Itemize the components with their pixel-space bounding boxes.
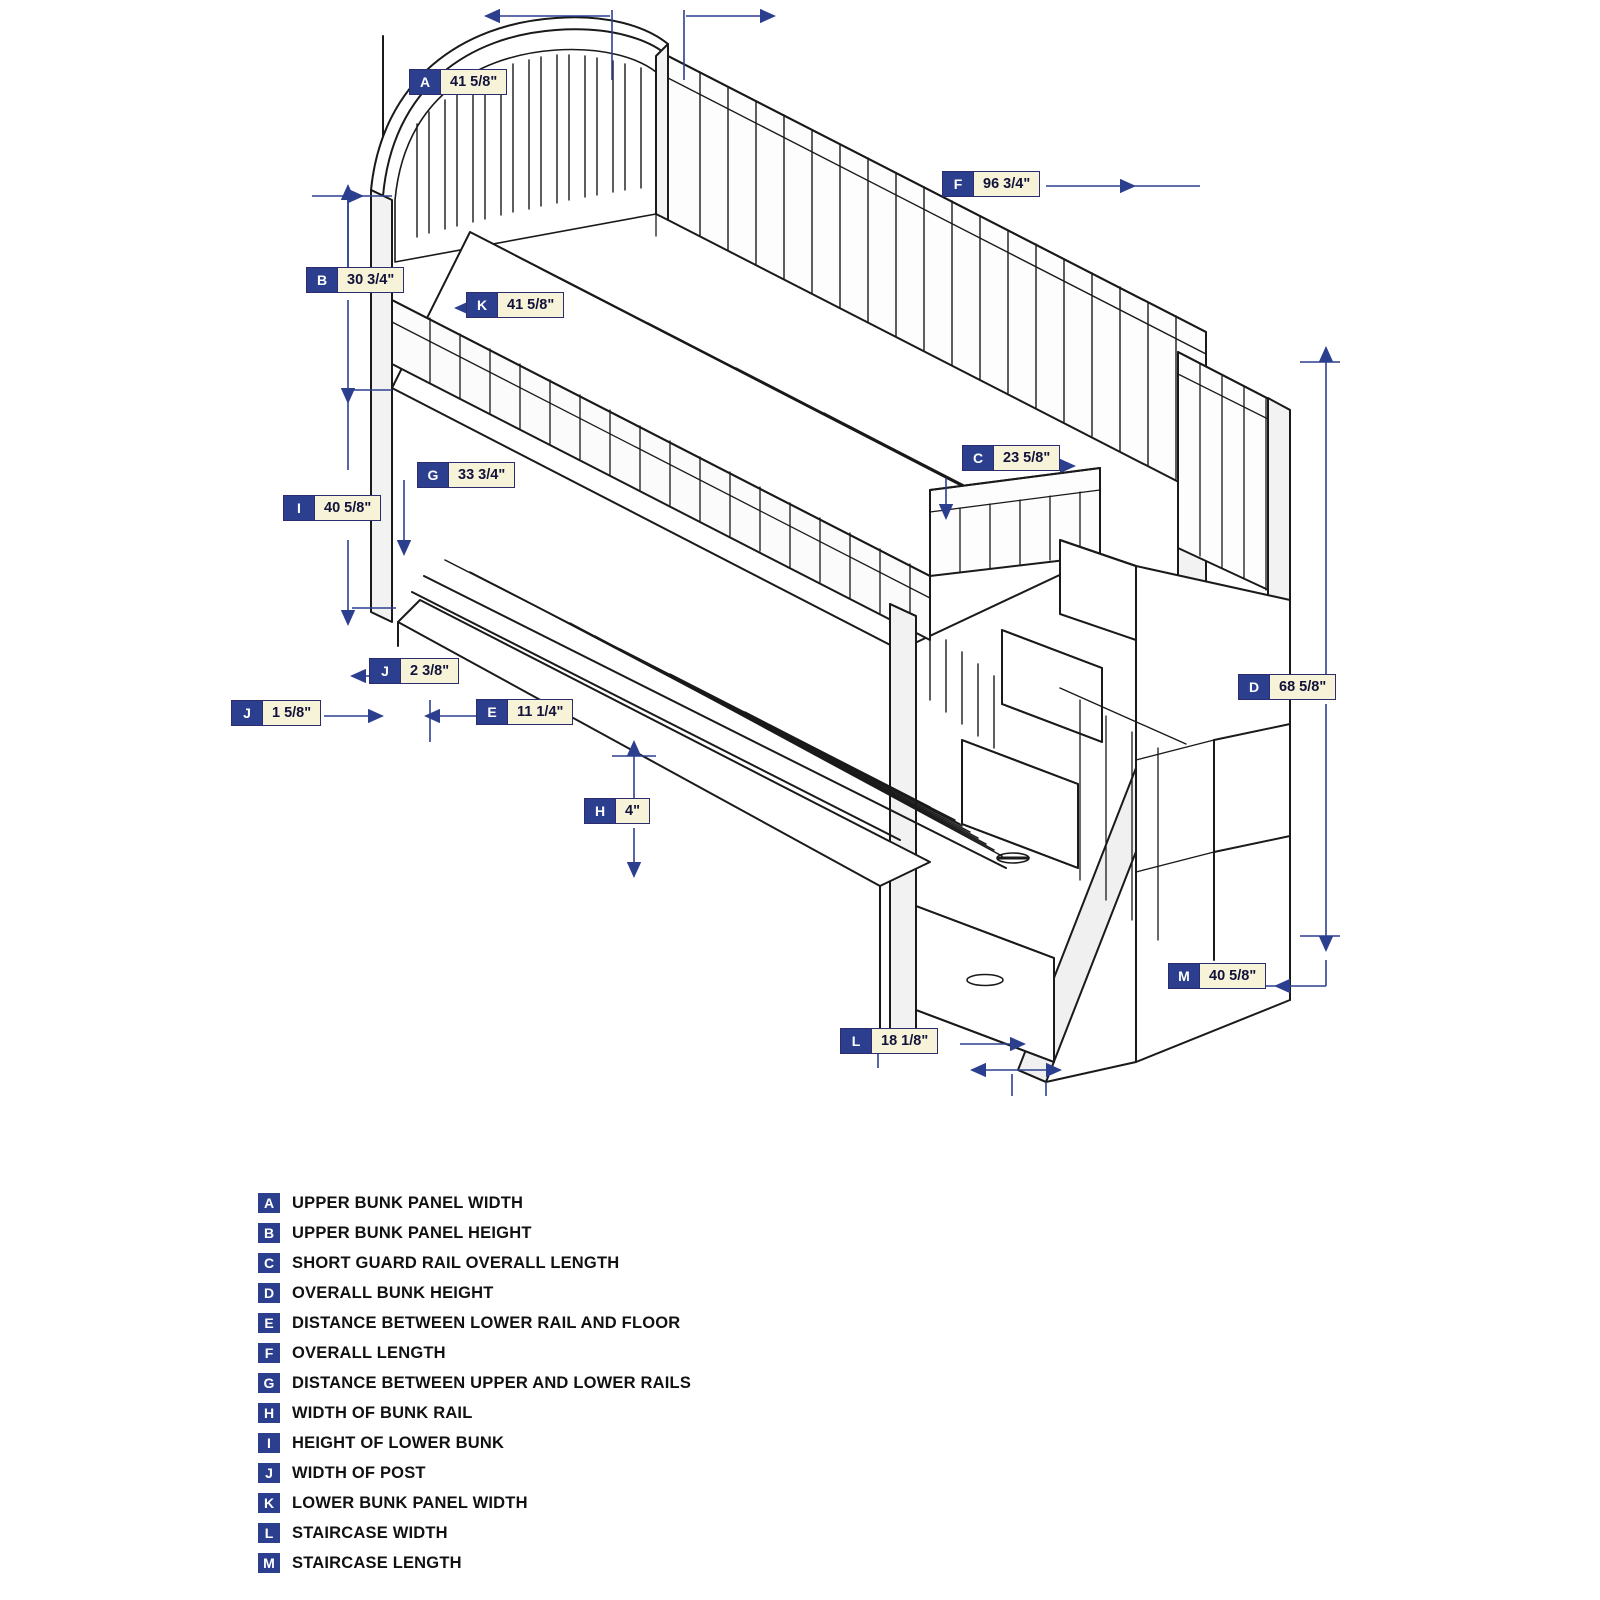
legend-row [258, 1488, 1158, 1518]
callout-value-G: 33 3/4" [458, 467, 506, 483]
legend-label-J: WIDTH OF POST [292, 1463, 426, 1482]
legend-row [258, 1458, 1158, 1488]
legend-key-A: A [258, 1193, 280, 1213]
callout-key-K: K [467, 293, 498, 317]
callout-value-H: 4" [625, 803, 640, 819]
callout-A [409, 69, 507, 95]
callout-key-F: F [943, 172, 974, 196]
legend-row [258, 1518, 1158, 1548]
legend-label-K: LOWER BUNK PANEL WIDTH [292, 1493, 528, 1512]
legend-key-J: J [258, 1463, 280, 1483]
legend-row [258, 1308, 1158, 1338]
legend-label-H: WIDTH OF BUNK RAIL [292, 1403, 473, 1422]
callout-J-upper [369, 658, 459, 684]
legend-row [258, 1368, 1158, 1398]
legend-label-L: STAIRCASE WIDTH [292, 1523, 448, 1542]
callout-value-F: 96 3/4" [983, 176, 1031, 192]
legend-label-A: UPPER BUNK PANEL WIDTH [292, 1193, 524, 1212]
dimension-legend [258, 1188, 1158, 1578]
callout-value-L: 18 1/8" [881, 1033, 929, 1049]
legend-label-I: HEIGHT OF LOWER BUNK [292, 1433, 505, 1452]
callout-key-A: A [410, 70, 441, 94]
legend-row [258, 1218, 1158, 1248]
callout-key-H: H [585, 799, 616, 823]
callout-D [1238, 674, 1336, 700]
legend-key-M: M [258, 1553, 280, 1573]
legend-label-E: DISTANCE BETWEEN LOWER RAIL AND FLOOR [292, 1313, 681, 1332]
legend-key-B: B [258, 1223, 280, 1243]
legend-label-B: UPPER BUNK PANEL HEIGHT [292, 1223, 532, 1242]
callout-key-B: B [307, 268, 338, 292]
callout-key-E: E [477, 700, 508, 724]
callout-key-C: C [963, 446, 994, 470]
legend-key-L: L [258, 1523, 280, 1543]
legend-row [258, 1248, 1158, 1278]
legend-row [258, 1188, 1158, 1218]
legend-row [258, 1428, 1158, 1458]
legend-label-C: SHORT GUARD RAIL OVERALL LENGTH [292, 1253, 620, 1272]
callout-B [306, 267, 404, 293]
legend-key-G: G [258, 1373, 280, 1393]
callout-key-G: G [418, 463, 449, 487]
legend-row [258, 1278, 1158, 1308]
callout-L [840, 1028, 938, 1054]
legend-label-D: OVERALL BUNK HEIGHT [292, 1283, 494, 1302]
callout-value-J-lower: 1 5/8" [272, 705, 312, 721]
callout-G [417, 462, 515, 488]
callout-key-M: M [1169, 964, 1200, 988]
legend-label-M: STAIRCASE LENGTH [292, 1553, 462, 1572]
callout-key-J-lower: J [232, 701, 263, 725]
callout-value-K: 41 5/8" [507, 297, 555, 313]
legend-key-K: K [258, 1493, 280, 1513]
legend-key-C: C [258, 1253, 280, 1273]
callout-value-J-upper: 2 3/8" [410, 663, 450, 679]
callout-value-A: 41 5/8" [450, 74, 498, 90]
callout-value-B: 30 3/4" [347, 272, 395, 288]
legend-key-I: I [258, 1433, 280, 1453]
callout-value-I: 40 5/8" [324, 500, 372, 516]
callout-H [584, 798, 650, 824]
legend-key-D: D [258, 1283, 280, 1303]
legend-key-E: E [258, 1313, 280, 1333]
callout-M [1168, 963, 1266, 989]
legend-row [258, 1398, 1158, 1428]
legend-row [258, 1548, 1158, 1578]
legend-key-H: H [258, 1403, 280, 1423]
callout-value-C: 23 5/8" [1003, 450, 1051, 466]
callout-K [466, 292, 564, 318]
callout-value-E: 11 1/4" [517, 704, 564, 720]
callout-value-D: 68 5/8" [1279, 679, 1327, 695]
callout-F [942, 171, 1040, 197]
callout-value-M: 40 5/8" [1209, 968, 1257, 984]
callout-key-J-upper: J [370, 659, 401, 683]
callout-key-D: D [1239, 675, 1270, 699]
legend-key-F: F [258, 1343, 280, 1363]
callout-E [476, 699, 573, 725]
legend-label-F: OVERALL LENGTH [292, 1343, 446, 1362]
legend-label-G: DISTANCE BETWEEN UPPER AND LOWER RAILS [292, 1373, 692, 1392]
callout-C [962, 445, 1060, 471]
legend-row [258, 1338, 1158, 1368]
callout-key-L: L [841, 1029, 872, 1053]
callout-I [283, 495, 381, 521]
callout-key-I: I [284, 496, 315, 520]
callout-J-lower [231, 700, 321, 726]
